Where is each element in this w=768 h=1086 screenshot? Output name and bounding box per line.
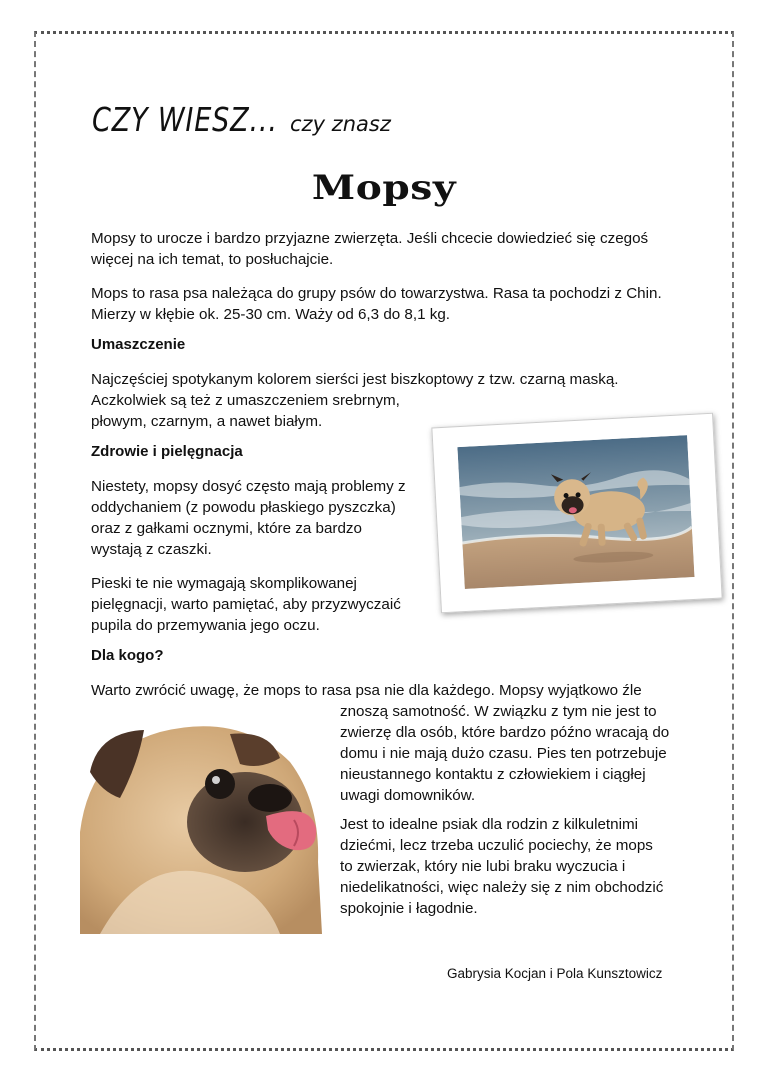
header-main-text: CZY WIESZ...: [92, 100, 278, 139]
who-p2-line-4: niedelikatności, więc należy się z nim obchodzić: [340, 879, 664, 896]
article-title: Mopsy: [311, 168, 457, 208]
who-p1-line-5: uwagi domowników.: [340, 787, 476, 804]
who-p2-line-1: Jest to idealne psiak dla rodzin z kilkuletnimi: [340, 816, 638, 833]
health-p2-line-2: pielęgnacji, warto pamiętać, aby przyzwyczaić: [91, 596, 401, 613]
beach-pug-photo: [431, 413, 722, 614]
breed-line-1: Mops to rasa psa należąca do grupy psów do towarzystwa. Rasa ta pochodzi z Chin.: [91, 285, 662, 302]
who-p1-line-3: domu i nie mają dużo czasu. Pies ten potrzebuje: [340, 745, 667, 762]
author-credit: Gabrysia Kocjan i Pola Kunsztowicz: [447, 966, 663, 981]
health-p1-line-1: Niestety, mopsy dosyć często mają problemy z: [91, 478, 406, 495]
who-p1-line-1: znoszą samotność. W związku z tym nie jest to: [340, 703, 657, 720]
beach-pug-illustration: [457, 435, 694, 589]
health-p1-line-4: wystają z czaszki.: [91, 541, 212, 558]
intro-line-1: Mopsy to urocze i bardzo przyjazne zwierzęta. Jeśli chcecie dowiedzieć się czegoś: [91, 230, 649, 247]
who-p2-line-3: to zwierzak, który nie lubi braku wyczucia i: [340, 858, 626, 875]
heading-health: Zdrowie i pielęgnacja: [91, 443, 243, 460]
health-p2-line-3: pupila do przemywania jego oczu.: [91, 617, 320, 634]
intro-line-2: więcej na ich temat, to posłuchajcie.: [91, 251, 334, 268]
coat-line-2: Aczkolwiek są też z umaszczeniem srebrnym,: [91, 392, 400, 409]
heading-coat: Umaszczenie: [91, 336, 186, 353]
breed-line-2: Mierzy w kłębie ok. 25-30 cm. Waży od 6,3 do 8,1 kg.: [91, 306, 451, 323]
coat-line-3: płowym, czarnym, a nawet białym.: [91, 413, 323, 430]
health-p1-line-2: oddychaniem (z powodu płaskiego pyszczka): [91, 499, 396, 516]
who-lead-line: Warto zwrócić uwagę, że mops to rasa psa nie dla każdego. Mopsy wyjątkowo źle: [91, 682, 642, 699]
who-p1-line-2: zwierzę dla osób, które bardzo późno wracają do: [340, 724, 670, 741]
page-header: [92, 100, 391, 139]
who-p2-line-5: spokojnie i łagodnie.: [340, 900, 478, 917]
coat-line-1: Najczęściej spotykanym kolorem sierści jest biszkoptowy z tzw. czarną maską.: [91, 371, 619, 388]
who-p2-line-2: dziećmi, lecz trzeba uczulić pociechy, że mops: [340, 837, 653, 854]
who-p1-line-4: nieustannego kontaktu z człowiekiem i ciągłej: [340, 766, 646, 783]
header-sub-text: czy znasz: [290, 112, 391, 136]
heading-who: Dla kogo?: [91, 647, 164, 664]
health-p1-line-3: oraz z gałkami ocznymi, które za bardzo: [91, 520, 362, 537]
pug-closeup-photo: [80, 712, 322, 934]
health-p2-line-1: Pieski te nie wymagają skomplikowanej: [91, 575, 357, 592]
